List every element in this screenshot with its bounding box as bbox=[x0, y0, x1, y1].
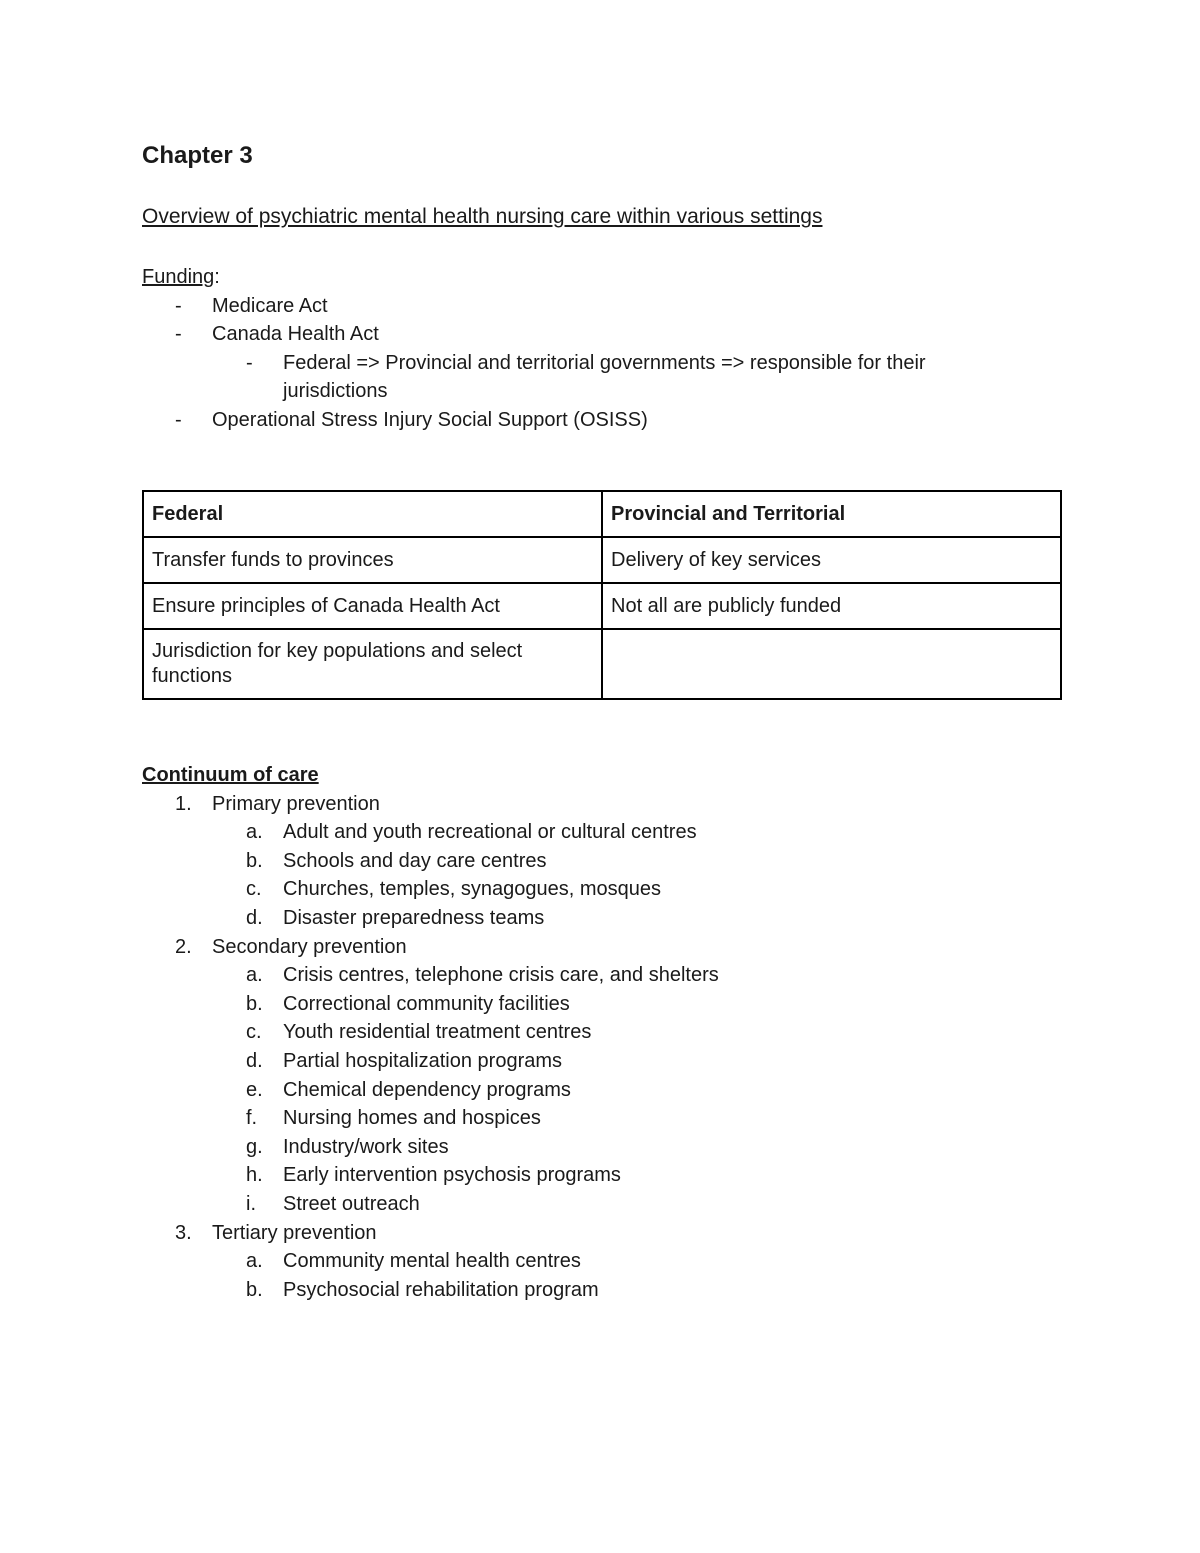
bullet-dash: - bbox=[175, 294, 182, 317]
list-subitem-text: Community mental health centres bbox=[283, 1250, 581, 1273]
table-cell bbox=[602, 629, 1061, 699]
list-subitem-text: Schools and day care centres bbox=[283, 849, 547, 872]
list-number: 3. bbox=[175, 1221, 192, 1244]
bullet-dash: - bbox=[175, 408, 182, 431]
list-subitem bbox=[142, 1133, 1062, 1162]
list-item bbox=[142, 790, 1062, 819]
table-header-row bbox=[143, 491, 1061, 537]
list-subitem-text: Disaster preparedness teams bbox=[283, 906, 545, 929]
list-subitem bbox=[142, 1076, 1062, 1105]
list-subitem bbox=[142, 1047, 1062, 1076]
bullet-dash: - bbox=[246, 351, 253, 374]
funding-subitem-text: Federal => Provincial and territorial governments => responsible for their jurisdictions bbox=[283, 351, 926, 402]
list-subitem bbox=[142, 961, 1062, 990]
list-subitem-text: Crisis centres, telephone crisis care, and shelters bbox=[283, 964, 719, 987]
list-subitem bbox=[142, 1161, 1062, 1190]
list-letter: a. bbox=[246, 821, 263, 844]
funding-table bbox=[142, 490, 1062, 700]
table-header-cell: Federal bbox=[143, 491, 602, 537]
list-letter: b. bbox=[246, 849, 263, 872]
list-subitem bbox=[142, 990, 1062, 1019]
list-number: 1. bbox=[175, 792, 192, 815]
funding-item bbox=[142, 320, 1062, 349]
list-number: 2. bbox=[175, 935, 192, 958]
list-subitem bbox=[142, 1247, 1062, 1276]
list-subitem-text: Adult and youth recreational or cultural centres bbox=[283, 821, 697, 844]
table-cell: Delivery of key services bbox=[602, 537, 1061, 583]
list-subitem-text: Industry/work sites bbox=[283, 1135, 449, 1158]
list-letter: h. bbox=[246, 1164, 263, 1187]
list-letter: c. bbox=[246, 878, 262, 901]
table-row bbox=[143, 583, 1061, 629]
list-subitem bbox=[142, 875, 1062, 904]
funding-item bbox=[142, 406, 1062, 435]
list-letter: b. bbox=[246, 992, 263, 1015]
list-subitem-text: Street outreach bbox=[283, 1192, 420, 1215]
funding-label: Funding bbox=[142, 266, 215, 288]
list-subitem-text: Partial hospitalization programs bbox=[283, 1049, 563, 1072]
bullet-dash: - bbox=[175, 323, 182, 345]
list-subitem bbox=[142, 1276, 1062, 1305]
list-letter: a. bbox=[246, 964, 263, 987]
document-subtitle: Overview of psychiatric mental health nursing care within various settings bbox=[142, 205, 823, 228]
table-cell: Not all are publicly funded bbox=[602, 583, 1061, 629]
list-subitem-text: Youth residential treatment centres bbox=[283, 1021, 592, 1044]
chapter-title: Chapter 3 bbox=[142, 142, 253, 169]
list-letter: b. bbox=[246, 1278, 263, 1301]
list-letter: e. bbox=[246, 1078, 263, 1101]
funding-item-text: Operational Stress Injury Social Support (OSISS) bbox=[212, 408, 648, 431]
list-subitem-text: Early intervention psychosis programs bbox=[283, 1164, 621, 1187]
list-item-text: Primary prevention bbox=[212, 792, 380, 815]
funding-subitem bbox=[142, 349, 1062, 406]
table-cell: Jurisdiction for key populations and select functions bbox=[143, 629, 602, 699]
table-header-cell: Provincial and Territorial bbox=[602, 491, 1061, 537]
list-subitem-text: Nursing homes and hospices bbox=[283, 1107, 541, 1130]
funding-item-text: Medicare Act bbox=[212, 294, 328, 317]
continuum-title: Continuum of care bbox=[142, 764, 319, 786]
list-subitem-text: Churches, temples, synagogues, mosques bbox=[283, 878, 661, 901]
list-subitem-text: Psychosocial rehabilitation program bbox=[283, 1278, 599, 1301]
list-subitem bbox=[142, 1190, 1062, 1219]
list-letter: f. bbox=[246, 1107, 258, 1130]
list-subitem bbox=[142, 847, 1062, 876]
table-row bbox=[143, 629, 1061, 699]
list-subitem-text: Chemical dependency programs bbox=[283, 1078, 571, 1101]
list-subitem-text: Correctional community facilities bbox=[283, 992, 570, 1015]
funding-colon: : bbox=[214, 266, 220, 288]
list-item-text: Tertiary prevention bbox=[212, 1221, 377, 1244]
list-letter: g. bbox=[246, 1135, 263, 1158]
table-cell: Ensure principles of Canada Health Act bbox=[143, 583, 602, 629]
list-letter: d. bbox=[246, 1049, 263, 1072]
funding-heading bbox=[142, 263, 1062, 292]
list-item bbox=[142, 933, 1062, 962]
table-cell: Transfer funds to provinces bbox=[143, 537, 602, 583]
list-subitem bbox=[142, 818, 1062, 847]
list-subitem bbox=[142, 1018, 1062, 1047]
table-row bbox=[143, 537, 1061, 583]
funding-item bbox=[142, 292, 1062, 321]
list-letter: d. bbox=[246, 906, 263, 929]
list-letter: c. bbox=[246, 1021, 262, 1044]
list-item bbox=[142, 1219, 1062, 1248]
funding-item-text: Canada Health Act bbox=[212, 323, 379, 345]
list-letter: i. bbox=[246, 1192, 256, 1215]
continuum-section bbox=[142, 761, 1062, 1304]
list-subitem bbox=[142, 1104, 1062, 1133]
list-letter: a. bbox=[246, 1250, 263, 1273]
list-item-text: Secondary prevention bbox=[212, 935, 407, 958]
funding-section bbox=[142, 263, 1062, 434]
list-subitem bbox=[142, 904, 1062, 933]
